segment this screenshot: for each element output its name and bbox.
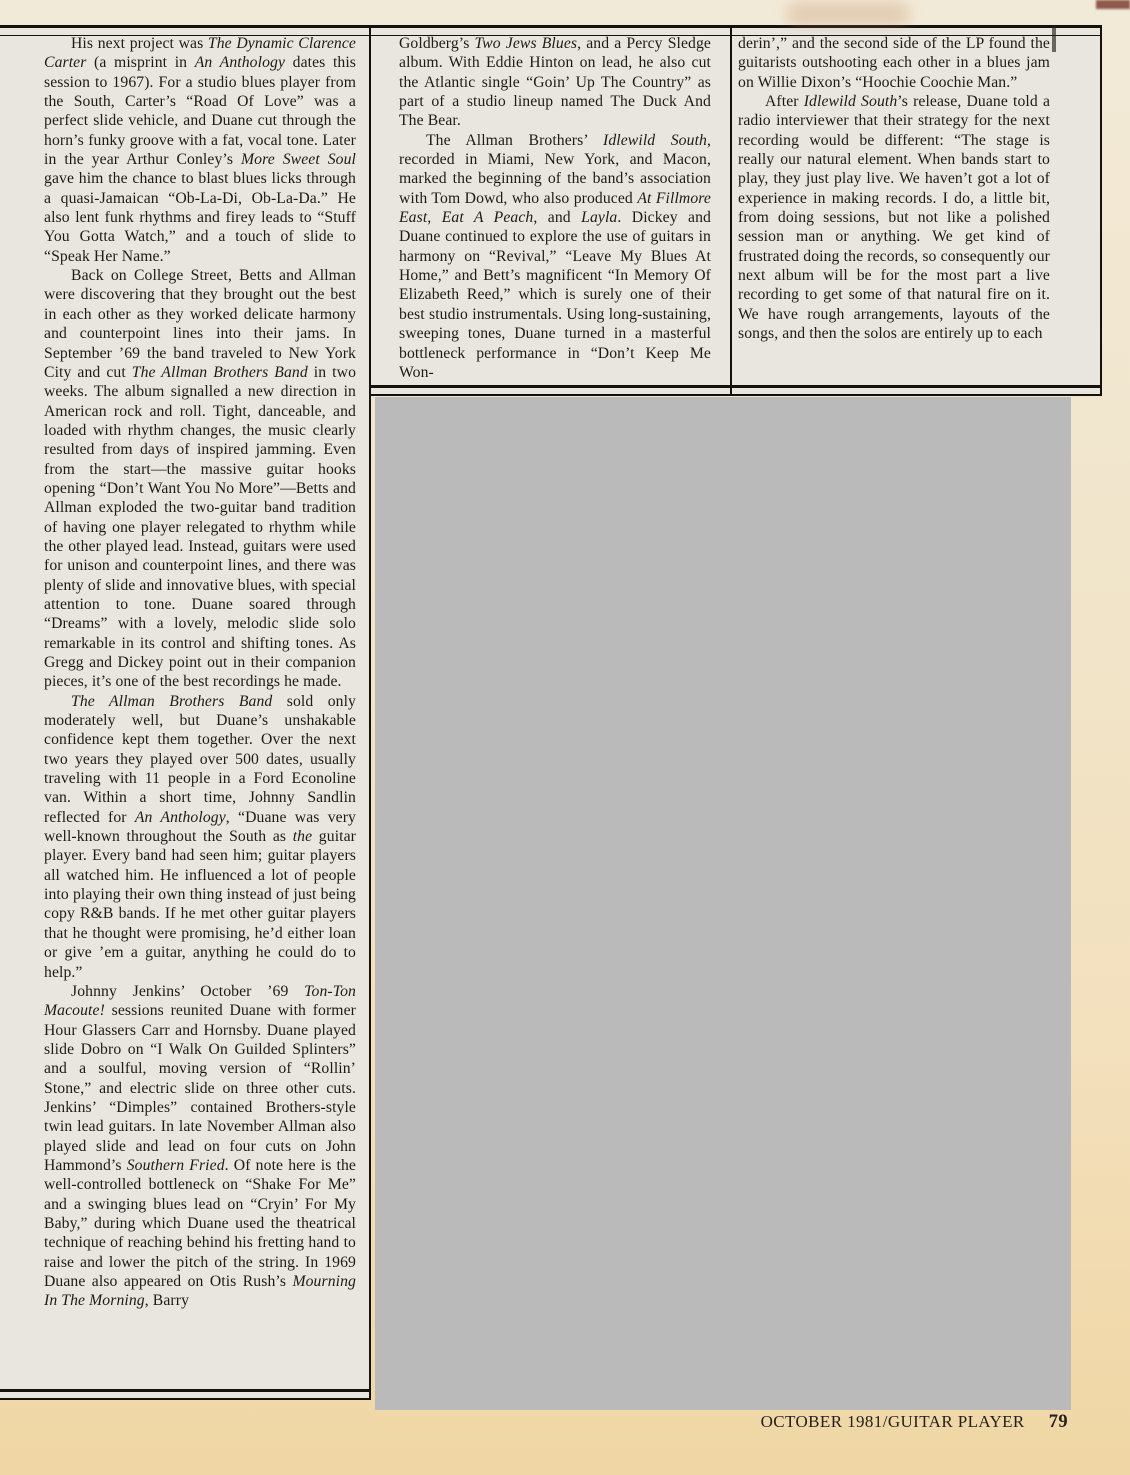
paragraph: derin’,” and the second side of the LP found the guitarists outshooting each other in a blues jam on Willie Dixon’s “Hoochie Coochie Man.” xyxy=(738,35,1050,91)
paragraph: After Idlewild South’s release, Duane told a radio interviewer that their strategy for the next recording would be different: “The stage is really our natural element. When bands start to play, they just play live. We haven’t got a lot of experience in making records. I do, a little bit, from doing sessions, but not like a polished session man or anything. We get kind of frustrated doing the records, so consequently our next album will be for the most part a live recording to get some of that natural fire on it. We have rough arrangements, layouts of the songs, and then the solos are entirely up to each xyxy=(738,93,1051,343)
article-column-right xyxy=(738,34,1050,344)
bottom-border-rule-left-column xyxy=(0,1389,371,1400)
page-number: 79 xyxy=(1048,1412,1068,1432)
paragraph: Back on College Street, Betts and Allman were discovering that they brought out the best in each other as they worked delicate harmony and counterpoint lines into their jams. In September ’69 the band traveled to New York City and cut The Allman Brothers Band in two weeks. The album signalled a new direction in American rock and roll. Tight, danceable, and loaded with rhythm changes, the music clearly resulted from days of inspired jamming. Even from the start—the massive guitar hooks opening “Don’t Want You No More”—Betts and Allman exploded the two-guitar band tradition of having one player relegated to rhythm while the other played lead. Instead, guitars were used for unison and counterpoint lines, and there was plenty of slide and innovative blues, with special attention to tone. Duane soared through “Dreams” with a lovely, melodic slide solo remarkable in its control and shifting tones. As Gregg and Dickey point out in their companion pieces, it’s one of the best recordings he made. xyxy=(44,267,357,691)
column-divider-right xyxy=(730,26,732,394)
paragraph: Goldberg’s Two Jews Blues, and a Percy Sledge album. With Eddie Hinton on lead, he also cut the Atlantic single “Goin’ Up The Country” as part of a studio lineup named The Duck And The Bear. xyxy=(399,35,711,130)
page-footer xyxy=(0,1412,1068,1433)
footer-magazine-line: OCTOBER 1981/GUITAR PLAYER xyxy=(760,1412,1025,1431)
censored-image-placeholder xyxy=(375,397,1071,1410)
column-divider-left xyxy=(369,26,371,1398)
paragraph: The Allman Brothers’ Idlewild South, recorded in Miami, New York, and Macon, marked the beginning of the band’s association with Tom Dowd, who also produced At Fillmore East, Eat A Peach, and Layla. Dickey and Duane continued to explore the use of guitars in harmony on “Revival,” “Leave My Blues At Home,” and Bett’s magnificent “In Memory Of Elizabeth Reed,” which is surely one of their best studio instrumentals. Using long-sustaining, sweeping tones, Duane turned in a masterful bottleneck performance in “Don’t Keep Me Won- xyxy=(399,131,712,381)
right-border-rule xyxy=(1100,26,1102,394)
bottom-border-rule-upper-columns xyxy=(369,385,1102,396)
ink-bleed-smudge xyxy=(786,2,910,26)
article-column-left xyxy=(44,34,356,1311)
article-column-middle xyxy=(399,34,711,382)
paragraph: Johnny Jenkins’ October ’69 Ton-Ton Macoute! sessions reunited Duane with former Hour Glassers Carr and Hornsby. Duane played slide Dobro on “I Walk On Guilded Splinters” and a soulful, moving version of “Rollin’ Stone,” and electric slide on three other cuts. Jenkins’ “Dimples” contained Brothers-style twin lead guitars. In late November Allman also played slide and lead on four cuts on John Hammond’s Southern Fried. Of note here is the well-controlled bottleneck on “Shake For Me” and a swinging blues lead on “Cryin’ For My Baby,” during which Duane used the theatrical technique of reaching behind his fretting hand to raise and lower the pitch of the string. In 1969 Duane also appeared on Otis Rush’s Mourning In The Morning, Barry xyxy=(44,982,356,1310)
print-artifact-tick xyxy=(1052,26,1056,52)
paragraph: His next project was The Dynamic Clarence Carter (a misprint in An Anthology dates this session to 1967). For a studio blues player from the South, Carter’s “Road Of Love” was a perfect slide vehicle, and Duane cut through the horn’s funky groove with a fat, vocal tone. Later in the year Arthur Conley’s More Sweet Soul gave him the chance to blast blues licks through a quasi-Jamaican “Ob-La-Di, Ob-La-Da.” He also lent funk rhythms and firey leads to “Stuff You Gotta Watch,” and a touch of slide to “Speak Her Name.” xyxy=(44,35,357,265)
corner-ink-mark xyxy=(1096,0,1130,9)
paragraph: The Allman Brothers Band sold only moderately well, but Duane’s unshakable confidence kept them together. Over the next two years they played over 500 dates, usually traveling with 11 people in a Ford Econoline van. Within a short time, Johnny Sandlin reflected for An Anthology, “Duane was very well-known throughout the South as the guitar player. Every band had seen him; guitar players all watched him. He influenced a lot of people into playing their own thing instead of just being copy R&B bands. If he met other guitar players that he thought were promising, he’d either loan or give ’em a guitar, anything he could do to help.” xyxy=(44,692,357,981)
